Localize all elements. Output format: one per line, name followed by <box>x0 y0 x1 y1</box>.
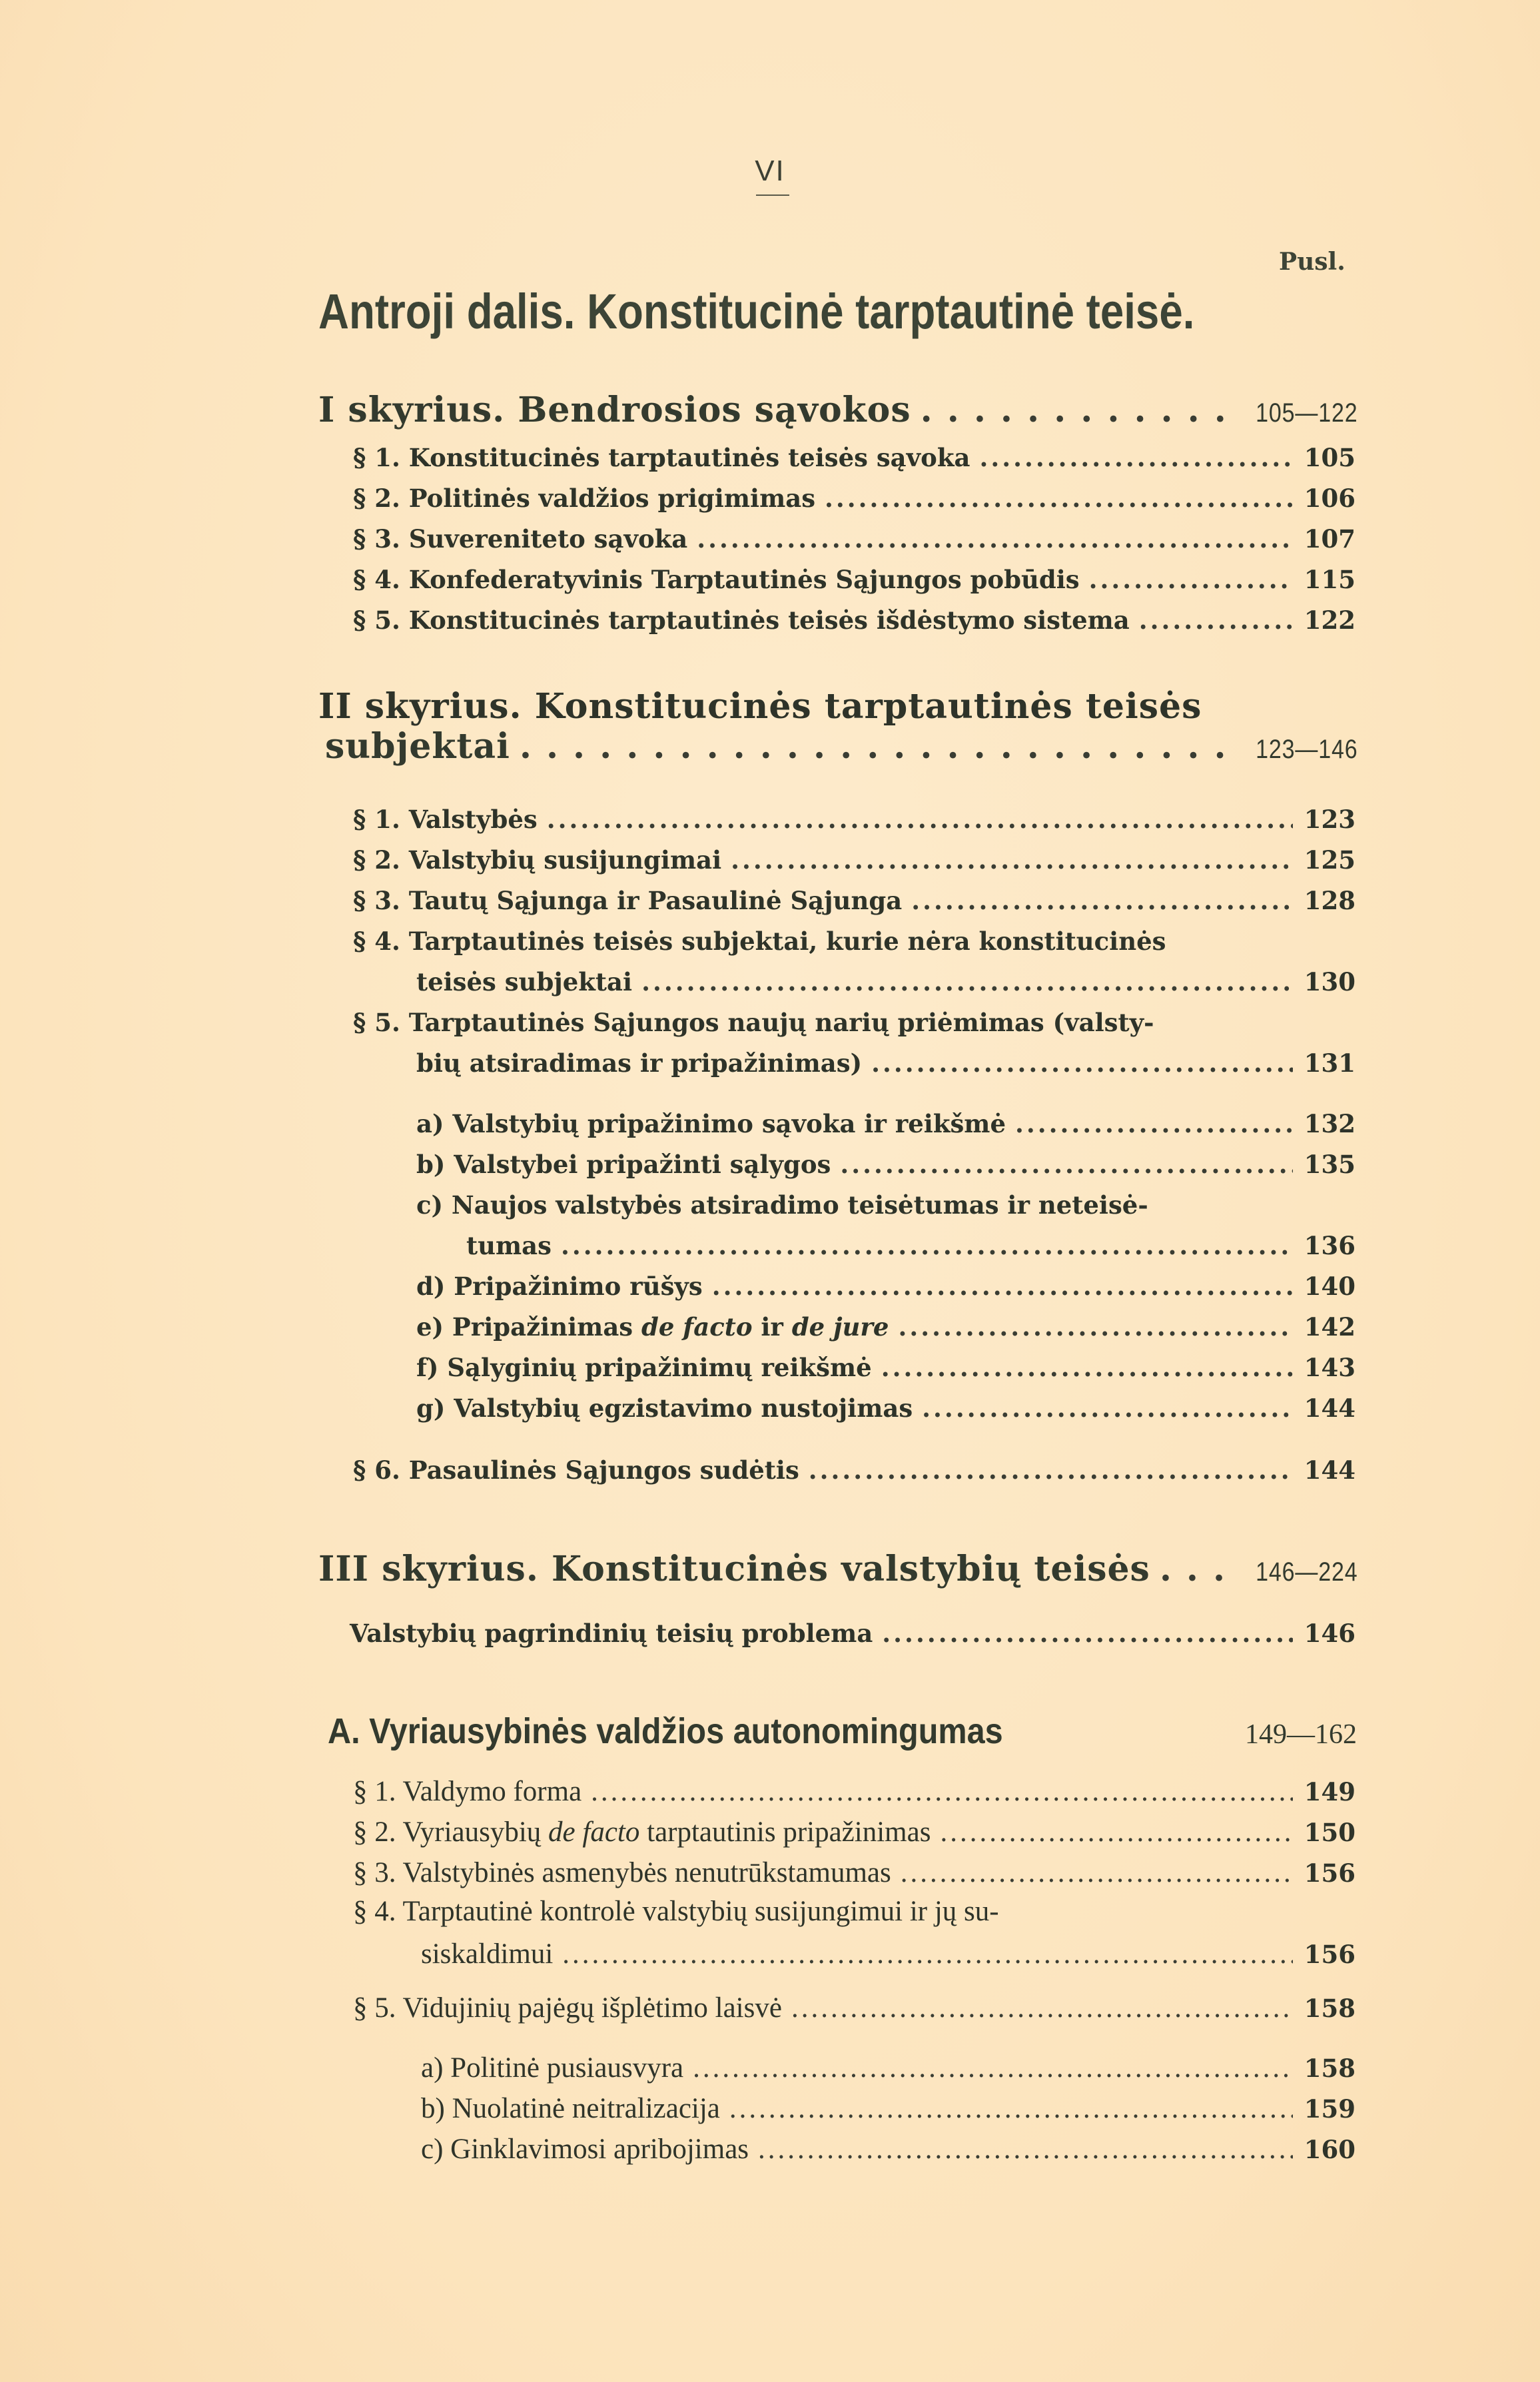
entry-label: a) Politinė pusiausvyra <box>421 2052 684 2084</box>
latin-term: de jure <box>791 1312 889 1342</box>
leader-dots <box>840 1150 1293 1179</box>
toc-chapter-2-title-line1[interactable]: II skyrius. Konstitucinės tarptautinės teisės <box>318 686 1202 727</box>
entry-label: f) Sąlyginių pripažinimų reikšmė <box>416 1353 872 1382</box>
page-number: VI <box>755 155 785 187</box>
leader-dots <box>922 1393 1293 1423</box>
entry-page: 149 <box>1304 1777 1355 1806</box>
entry-page: 146 <box>1304 1619 1355 1648</box>
leader-dots <box>825 484 1293 513</box>
entry-label: d) Pripažinimo rūšys <box>416 1272 703 1301</box>
entry-page: 132 <box>1304 1109 1355 1138</box>
leader-dots <box>591 1775 1293 1808</box>
entry-page: 156 <box>1304 1858 1355 1888</box>
entry-page: 142 <box>1304 1312 1355 1342</box>
toc-entry-line1[interactable]: § 4. Tarptautinės teisės subjektai, kurie nėra konstitucinės <box>353 927 1166 956</box>
entry-page: 136 <box>1304 1231 1355 1260</box>
toc-entry[interactable] <box>421 1938 1355 1970</box>
entry-label: bių atsiradimas ir pripažinimas) <box>416 1048 863 1078</box>
toc-subentry[interactable] <box>421 2133 1355 2166</box>
leader-dots <box>940 1816 1293 1848</box>
entry-label: siskaldimui <box>421 1938 554 1970</box>
leader-dots <box>693 2052 1293 2084</box>
entry-label: § 6. Pasaulinės Sąjungos sudėtis <box>353 1455 799 1485</box>
leader-dots <box>561 1231 1293 1260</box>
chapter-title: subjektai <box>325 726 510 767</box>
toc-entry-line1[interactable]: § 4. Tarptautinė kontrolė valstybių susijungimui ir jų su- <box>353 1896 999 1927</box>
toc-entry[interactable] <box>353 1775 1355 1808</box>
label-text: ir <box>752 1312 792 1342</box>
page-number-rule <box>756 195 789 196</box>
leader-dots <box>641 967 1293 996</box>
toc-entry[interactable] <box>353 443 1355 472</box>
entry-label: § 3. Valstybinės asmenybės nenutrūkstamumas <box>353 1857 891 1888</box>
toc-subentry[interactable] <box>416 1312 1355 1342</box>
toc-entry[interactable] <box>353 605 1355 635</box>
label-text: § 2. Vyriausybių <box>353 1816 549 1848</box>
leader-dots <box>871 1048 1293 1078</box>
toc-subentry[interactable] <box>466 1231 1355 1260</box>
toc-entry[interactable] <box>353 886 1355 915</box>
entry-page: 107 <box>1304 524 1355 554</box>
leader-dots <box>901 1856 1293 1889</box>
toc-subentry[interactable] <box>421 2092 1355 2125</box>
entry-label <box>416 1312 889 1342</box>
entry-label: § 1. Valdymo forma <box>353 1776 582 1807</box>
leader-dots <box>1089 565 1293 594</box>
entry-page: 159 <box>1304 2094 1355 2124</box>
entry-page: 131 <box>1304 1048 1355 1078</box>
label-text: tarptautinis pripažinimas <box>639 1816 931 1848</box>
leader-dots <box>979 443 1293 472</box>
leader-dots <box>729 2092 1293 2125</box>
leader-dots <box>881 1353 1293 1382</box>
entry-page: 125 <box>1304 845 1355 875</box>
leader-dots <box>898 1312 1293 1342</box>
toc-subentry[interactable] <box>416 1353 1355 1382</box>
entry-label: b) Valstybei pripažinti sąlygos <box>416 1150 831 1179</box>
entry-label: g) Valstybių egzistavimo nustojimas <box>416 1393 913 1423</box>
toc-subentry[interactable] <box>416 1150 1355 1179</box>
entry-page: 106 <box>1304 484 1355 513</box>
page-column-header: Pusl. <box>1279 248 1346 276</box>
entry-label: a) Valstybių pripažinimo sąvoka ir reikšmė <box>416 1109 1006 1138</box>
section-pages: 149—162 <box>1245 1719 1357 1750</box>
leader-dots <box>882 1619 1293 1648</box>
leader-dots <box>731 845 1293 875</box>
entry-label: § 2. Politinės valdžios prigimimas <box>353 484 816 513</box>
entry-label: § 1. Valstybės <box>353 805 538 834</box>
toc-entry[interactable] <box>353 565 1355 594</box>
leader-dots <box>911 886 1293 915</box>
leader-dots <box>520 726 1228 767</box>
entry-label: teisės subjektai <box>416 967 633 996</box>
leader-dots <box>809 1455 1293 1485</box>
entry-label <box>353 1816 931 1848</box>
leader-dots <box>758 2133 1293 2166</box>
toc-subentry-line1[interactable]: c) Naujos valstybės atsiradimo teisėtumas ir neteisė- <box>416 1190 1148 1220</box>
chapter-pages: 123—146 <box>1255 735 1357 764</box>
entry-label: § 3. Tautų Sąjunga ir Pasaulinė Sąjunga <box>353 886 903 915</box>
entry-label: § 5. Konstitucinės tarptautinės teisės išdėstymo sistema <box>353 605 1130 635</box>
toc-entry[interactable] <box>353 805 1355 834</box>
entry-page: 144 <box>1304 1455 1355 1485</box>
chapter-title: III skyrius. Konstitucinės valstybių teisės <box>318 1549 1150 1589</box>
entry-page: 160 <box>1304 2135 1355 2164</box>
entry-label: § 1. Konstitucinės tarptautinės teisės sąvoka <box>353 443 970 472</box>
toc-entry[interactable] <box>353 524 1355 554</box>
entry-page: 135 <box>1304 1150 1355 1179</box>
entry-label: § 3. Suvereniteto sąvoka <box>353 524 688 554</box>
entry-label: c) Ginklavimosi apribojimas <box>421 2134 749 2165</box>
entry-label: b) Nuolatinė neitralizacija <box>421 2093 720 2124</box>
leader-dots <box>1160 1549 1228 1589</box>
toc-entry[interactable] <box>416 967 1355 996</box>
section-title: A. Vyriausybinės valdžios autonomingumas <box>328 1711 1003 1751</box>
chapter-pages: 146—224 <box>1255 1557 1357 1587</box>
chapter-pages: 105—122 <box>1255 398 1357 428</box>
toc-chapter-2[interactable] <box>325 726 1357 767</box>
toc-entry[interactable] <box>353 1992 1355 2024</box>
toc-subentry[interactable] <box>416 1393 1355 1423</box>
toc-subentry[interactable] <box>421 2052 1355 2084</box>
entry-label: § 4. Konfederatyvinis Tarptautinės Sąjungos pobūdis <box>353 565 1080 594</box>
entry-page: 143 <box>1304 1353 1355 1382</box>
latin-term: de facto <box>548 1816 640 1848</box>
latin-term: de facto <box>641 1312 753 1342</box>
entry-page: 150 <box>1304 1818 1355 1847</box>
entry-page: 123 <box>1304 805 1355 834</box>
entry-page: 105 <box>1304 443 1355 472</box>
toc-entry[interactable] <box>353 1816 1355 1848</box>
entry-label: tumas <box>466 1231 552 1260</box>
leader-dots <box>697 524 1293 554</box>
leader-dots <box>1015 1109 1293 1138</box>
toc-entry[interactable] <box>353 1856 1355 1889</box>
leader-dots <box>791 1992 1293 2024</box>
leader-dots <box>712 1272 1293 1301</box>
toc-entry[interactable] <box>416 1048 1355 1078</box>
part-title: Antroji dalis. Konstitucinė tarptautinė teisė. <box>318 284 1195 339</box>
toc-entry-line1[interactable]: § 5. Tarptautinės Sąjungos naujų narių priėmimas (valsty- <box>353 1008 1154 1037</box>
entry-label: § 2. Valstybių susijungimai <box>353 845 722 875</box>
label-text: e) Pripažinimas <box>416 1312 642 1342</box>
leader-dots <box>1139 605 1293 635</box>
toc-chapter-3[interactable] <box>318 1549 1357 1589</box>
entry-page: 158 <box>1304 2054 1355 2083</box>
toc-subentry[interactable] <box>416 1109 1355 1138</box>
entry-page: 115 <box>1304 565 1355 594</box>
entry-page: 130 <box>1304 967 1355 996</box>
entry-page: 122 <box>1304 605 1355 635</box>
toc-subentry[interactable] <box>416 1272 1355 1301</box>
entry-page: 128 <box>1304 886 1355 915</box>
toc-entry[interactable] <box>353 1455 1355 1485</box>
leader-dots <box>547 805 1293 834</box>
entry-label: Valstybių pagrindinių teisių problema <box>350 1619 873 1648</box>
entry-label: § 5. Vidujinių pajėgų išplėtimo laisvė <box>353 1992 782 2024</box>
leader-dots <box>921 390 1228 430</box>
toc-entry[interactable] <box>350 1619 1355 1648</box>
toc-entry[interactable] <box>353 484 1355 513</box>
entry-page: 158 <box>1304 1994 1355 2023</box>
leader-dots <box>562 1938 1293 1970</box>
toc-section-a[interactable] <box>328 1711 1357 1752</box>
chapter-title: I skyrius. Bendrosios sąvokos <box>318 390 911 430</box>
toc-chapter-1[interactable] <box>318 390 1357 430</box>
entry-page: 140 <box>1304 1272 1355 1301</box>
entry-page: 144 <box>1304 1393 1355 1423</box>
toc-entry[interactable] <box>353 845 1355 875</box>
entry-page: 156 <box>1304 1940 1355 1969</box>
